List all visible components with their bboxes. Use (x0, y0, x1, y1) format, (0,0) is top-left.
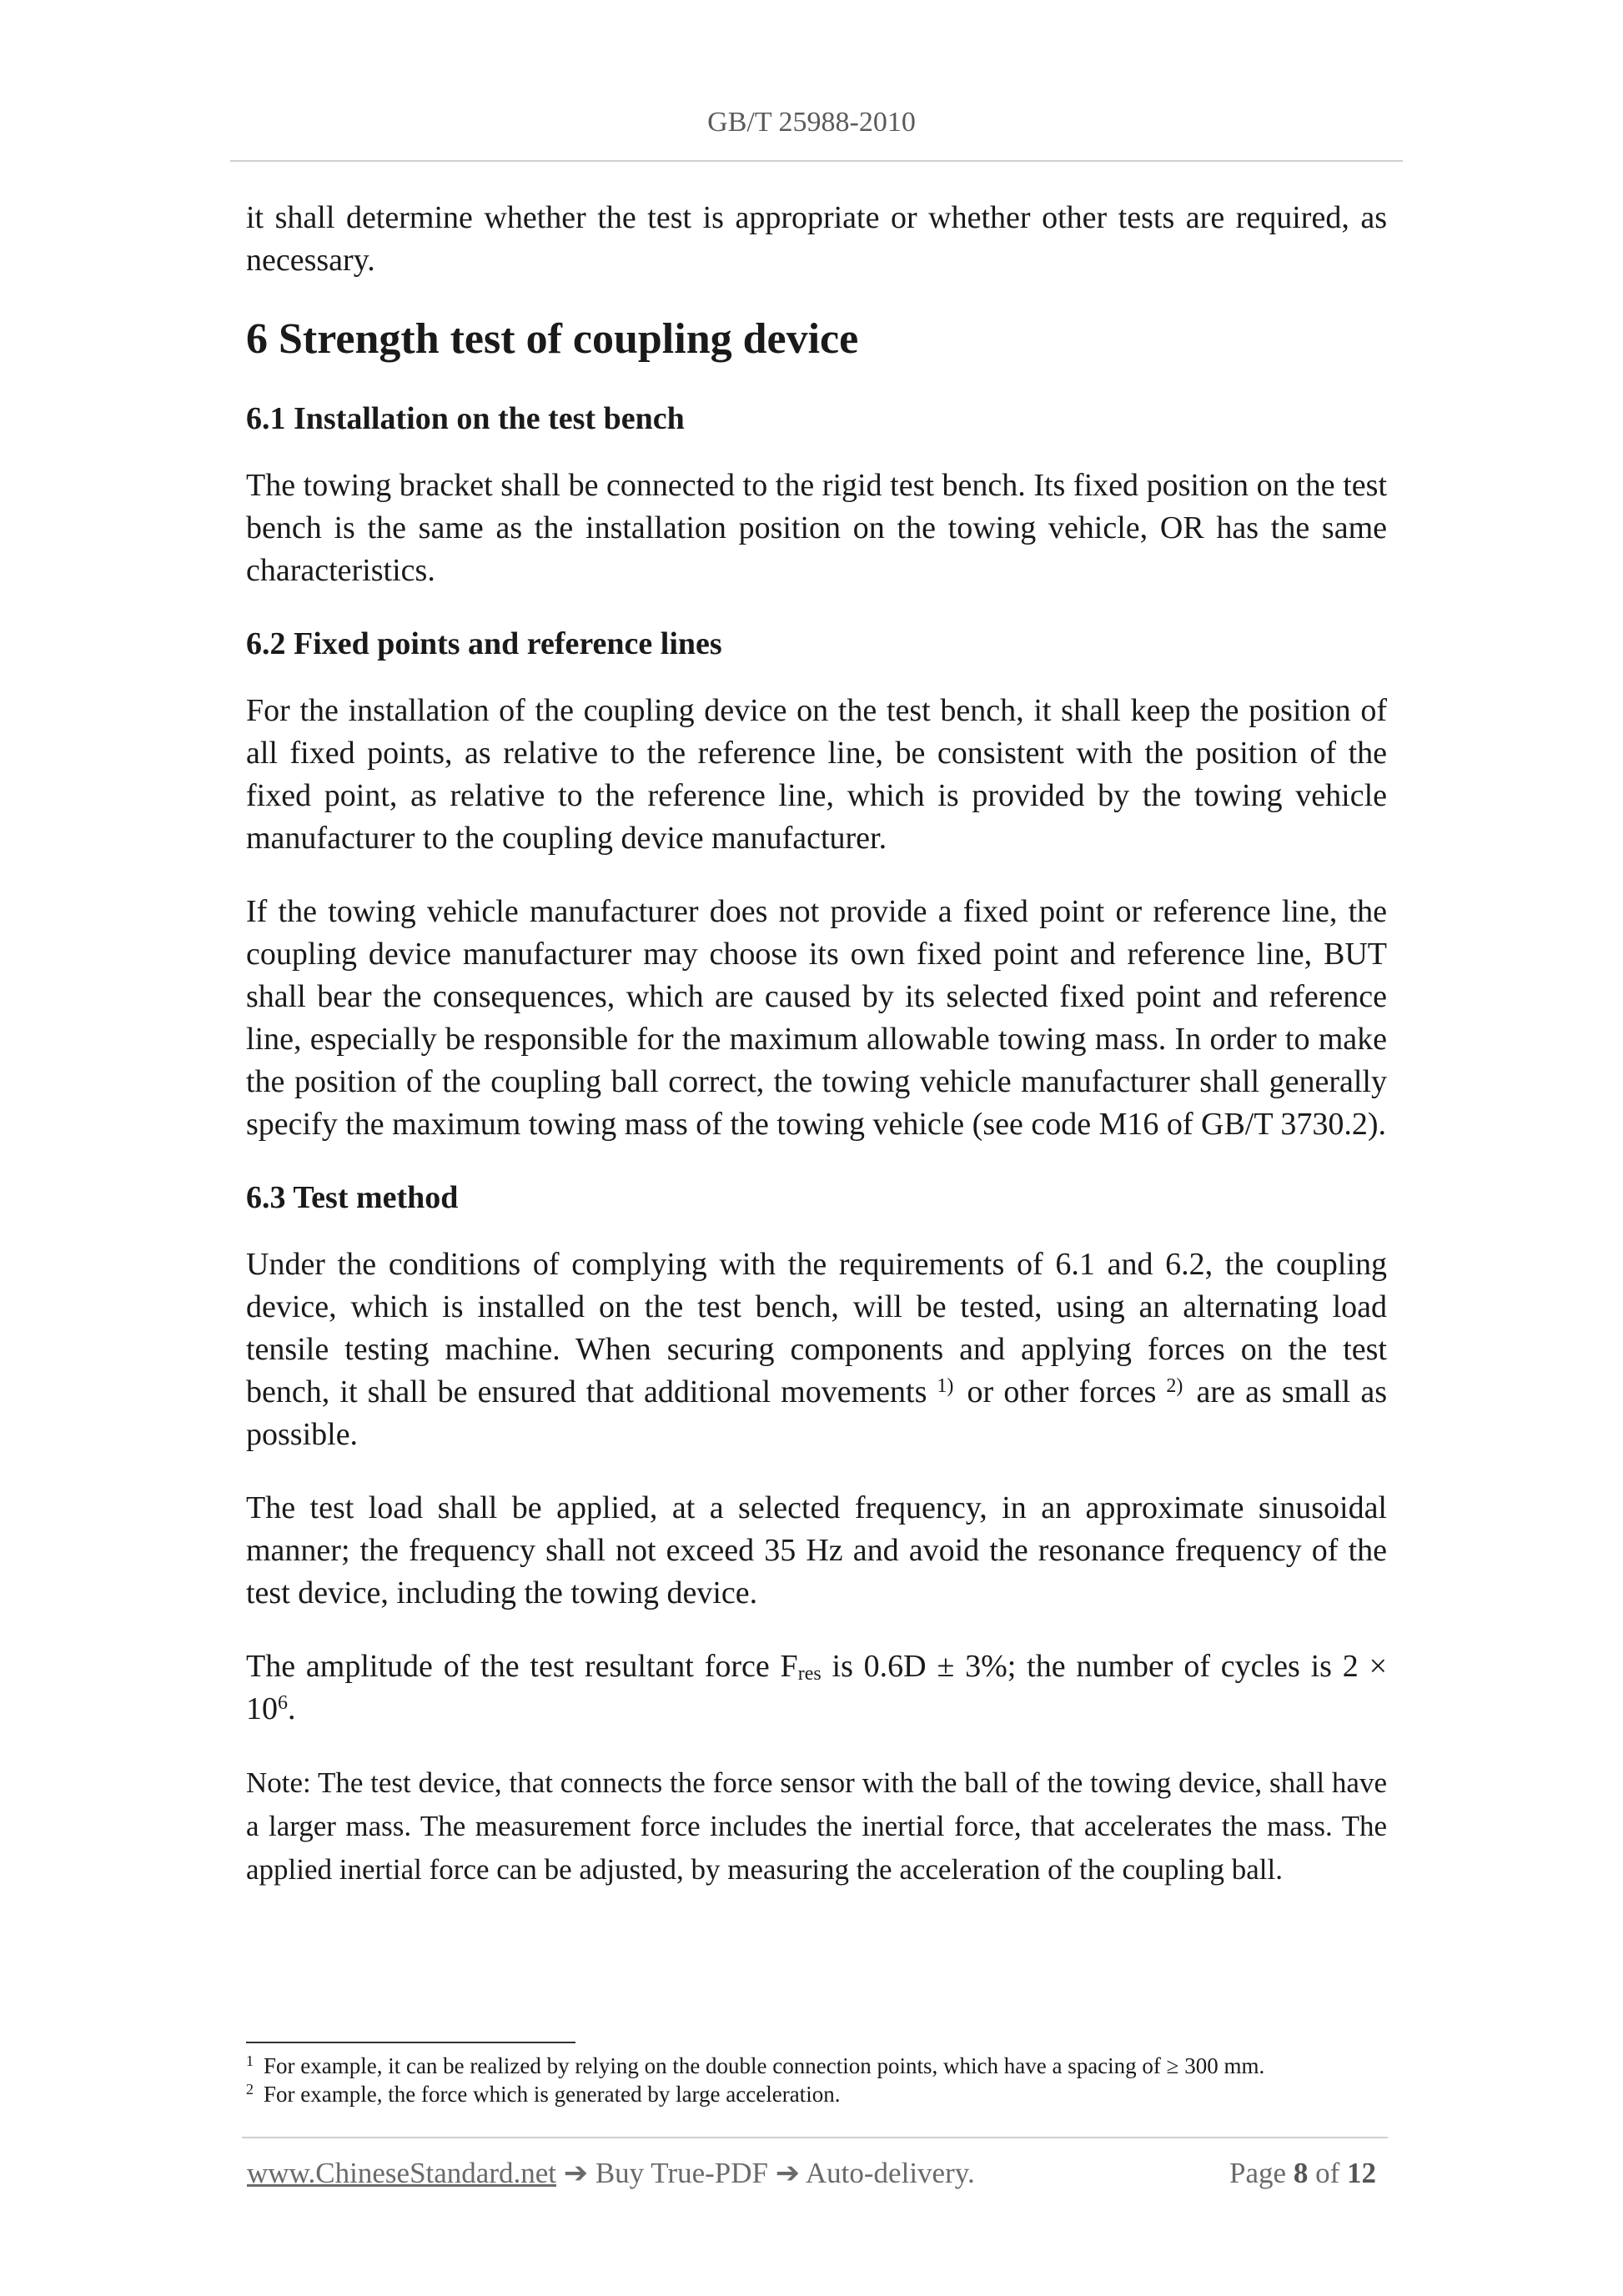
page-number: 8 (1293, 2157, 1309, 2189)
footer-promo (247, 2157, 975, 2190)
page-body (246, 197, 1387, 1892)
subsection-6-3-paragraph-1 (246, 1243, 1387, 1456)
footnotes (246, 2052, 1387, 2108)
paragraph-text: or other forces (967, 1374, 1157, 1409)
footnote-text: For example, the force which is generated by large acceleration. (264, 2082, 841, 2107)
note-paragraph: Note: The test device, that connects the force sensor with the ball of the towing device, shall have a larger mass. The measurement force includes the inertial force, that accelerates the mass. The applied inertial force can be adjusted, by measuring the acceleration of the coupling ball. (246, 1766, 1387, 1886)
paragraph-text: is 0.6D ± 3%; the number of cycles is 2 × 10 (246, 1649, 1388, 1726)
page-label: Page (1229, 2157, 1287, 2189)
paragraph-end: . (288, 1691, 296, 1726)
footnote-2 (246, 2080, 1387, 2108)
of-label: of (1315, 2157, 1340, 2189)
subsection-6-2-paragraph-2: If the towing vehicle manufacturer does not provide a fixed point or reference line, the coupling device manufacturer may choose its own fixed point and reference line, BUT shall bear the consequences, which are caused by its selected fixed point and reference line, especially be responsible for the maximum allowable towing mass. In order to make the position of the coupling ball correct, the towing vehicle manufacturer shall generally specify the maximum towing mass of the towing vehicle (see code M16 of GB/T 3730.2). (246, 894, 1387, 1142)
subsection-6-3-paragraph-2: The test load shall be applied, at a selected frequency, in an approximate sinusoidal manner; the frequency shall not exceed 35 Hz and avoid the resonance frequency of the test device, including the towing device. (246, 1490, 1387, 1610)
footnote-mark: 1 (246, 2052, 254, 2069)
page-indicator (1229, 2157, 1376, 2190)
force-subscript: res (797, 1663, 822, 1685)
site-link[interactable]: www.ChineseStandard.net (247, 2157, 556, 2189)
footnote-1 (246, 2052, 1387, 2080)
header-divider (230, 160, 1403, 162)
exponent: 6 (278, 1692, 288, 1714)
subsection-6-2-paragraph-1: For the installation of the coupling device on the test bench, it shall keep the position of all fixed points, as relative to the reference line, be consistent with the position of the fixed point, as relative to the reference line, which is provided by the towing vehicle manufacturer to the coupling device manufacturer. (246, 693, 1387, 856)
footnote-text: For example, it can be realized by relying on the double connection points, which have a spacing of ≥ 300 mm. (264, 2053, 1265, 2078)
total-pages: 12 (1347, 2157, 1376, 2189)
section-6-heading: 6 Strength test of coupling device (246, 315, 859, 363)
subsection-6-1-heading: 6.1 Installation on the test bench (246, 401, 685, 436)
intro-paragraph: it shall determine whether the test is appropriate or whether other tests are required, as necessary. (246, 200, 1387, 278)
footnote-mark: 2 (246, 2081, 254, 2098)
subsection-6-3-heading: 6.3 Test method (246, 1180, 459, 1215)
subsection-6-2-heading: 6.2 Fixed points and reference lines (246, 626, 722, 661)
arrow-right-icon: ➔ (563, 2157, 589, 2189)
footnote-ref-1[interactable]: 1) (937, 1375, 954, 1397)
arrow-right-icon: ➔ (775, 2157, 801, 2189)
delivery-text: Auto-delivery. (805, 2157, 975, 2189)
running-header: GB/T 25988-2010 (707, 107, 916, 138)
footer-divider (242, 2137, 1388, 2138)
buy-text: Buy True-PDF (595, 2157, 768, 2189)
paragraph-text: The amplitude of the test resultant force F (246, 1649, 798, 1684)
paragraph-text: are as small as possible. (246, 1374, 1388, 1452)
footnote-divider (246, 2042, 575, 2043)
subsection-6-1-paragraph: The towing bracket shall be connected to the rigid test bench. Its fixed position on the test bench is the same as the installation position on the towing vehicle, OR has the same characteristics. (246, 468, 1387, 588)
paragraph-text: Under the conditions of complying with the requirements of 6.1 and 6.2, the coupling device, which is installed on the test bench, will be tested, using an alternating load tensile testing machine. When securing components and applying forces on the test bench, it shall be ensured that additional movements (246, 1247, 1387, 1409)
footnote-ref-2[interactable]: 2) (1166, 1375, 1183, 1397)
subsection-6-3-paragraph-3 (246, 1645, 1387, 1731)
